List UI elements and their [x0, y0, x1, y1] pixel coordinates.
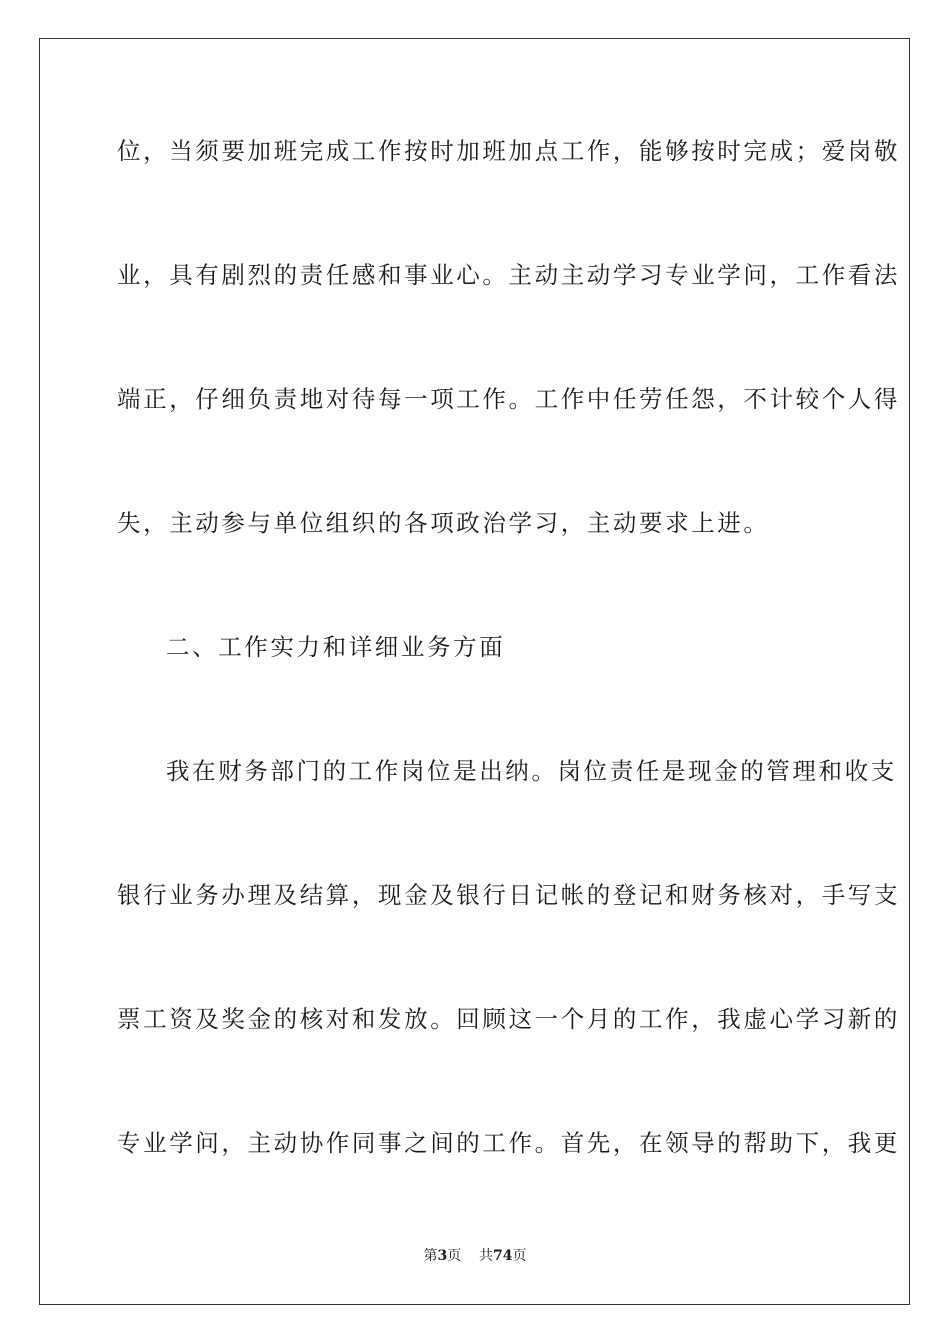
- body-line-4: 失，主动参与单位组织的各项政治学习，主动要求上进。: [117, 509, 770, 537]
- footer-page-number: 3: [437, 1248, 448, 1264]
- body-line-3: 端正，仔细负责地对待每一项工作。工作中任劳任怨，不计较个人得: [117, 385, 900, 413]
- body-line-9: 专业学问，主动协作同事之间的工作。首先，在领导的帮助下，我更: [117, 1129, 900, 1157]
- footer-total-prefix: 共: [479, 1248, 494, 1264]
- body-line-2: 业，具有剧烈的责任感和事业心。主动主动学习专业学问，工作看法: [117, 261, 900, 289]
- footer-page-prefix: 第: [423, 1248, 438, 1264]
- footer-total-suffix: 页: [512, 1248, 527, 1264]
- body-line-6: 我在财务部门的工作岗位是出纳。岗位责任是现金的管理和收支: [166, 757, 897, 785]
- footer-total-pages: 74: [493, 1248, 513, 1264]
- page-border: [39, 38, 910, 1305]
- footer-page-suffix: 页: [447, 1248, 462, 1264]
- body-line-8: 票工资及奖金的核对和发放。回顾这一个月的工作，我虚心学习新的: [117, 1005, 900, 1033]
- section-heading: 二、工作实力和详细业务方面: [166, 633, 506, 661]
- body-line-1: 位，当须要加班完成工作按时加班加点工作，能够按时完成；爱岗敬: [117, 137, 900, 165]
- page-footer: [0, 1247, 950, 1265]
- body-line-7: 银行业务办理及结算，现金及银行日记帐的登记和财务核对，手写支: [117, 881, 900, 909]
